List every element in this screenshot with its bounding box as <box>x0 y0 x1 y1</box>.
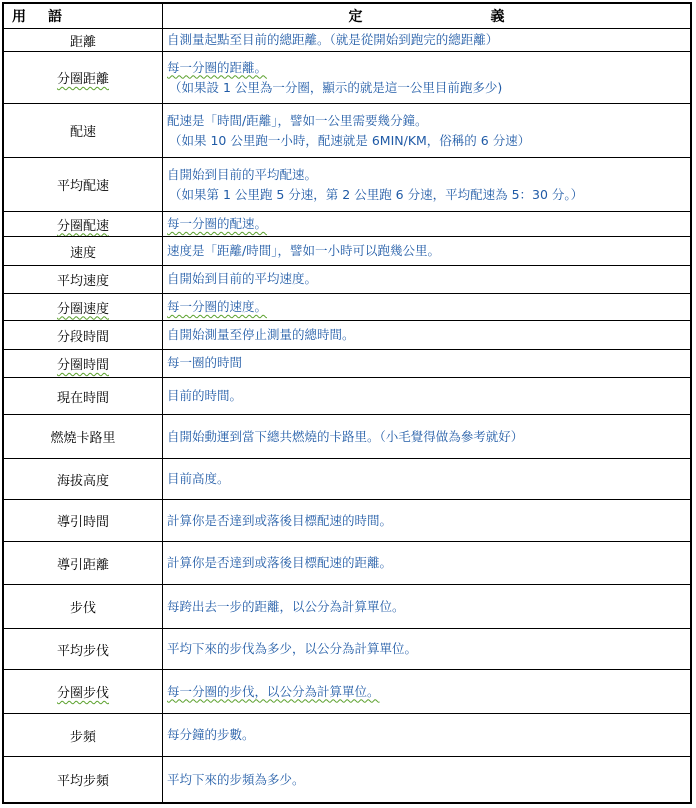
table-row <box>4 458 691 499</box>
definition-cell <box>163 541 691 585</box>
definition-cell <box>163 628 691 669</box>
table-row <box>4 212 691 237</box>
table-row <box>4 103 691 158</box>
term-cell <box>4 52 163 104</box>
term-cell: 配速 <box>4 103 163 158</box>
definition-header-char-1: 定 <box>348 9 363 25</box>
definition-line <box>167 58 690 78</box>
definition-cell <box>163 265 691 293</box>
table-row <box>4 158 691 212</box>
definition-line: 自開始動運到當下總共燃燒的卡路里。（小毛覺得做為參考就好） <box>167 428 524 444</box>
definition-line: 配速是「時間/距離」，譬如一公里需要幾分鐘。 <box>167 112 428 128</box>
table-row <box>4 294 691 321</box>
definition-line: 目前的時間。 <box>167 388 243 404</box>
table-row <box>4 585 691 629</box>
term-text: 分圈距離 <box>56 72 109 88</box>
term-cell <box>4 294 163 321</box>
term-cell: 海拔高度 <box>4 458 163 499</box>
definition-line: 目前高度。 <box>167 471 230 487</box>
table-row <box>4 349 691 377</box>
definition-cell <box>163 103 691 158</box>
definition-cell <box>163 52 691 104</box>
definition-cell <box>163 415 691 459</box>
table-row <box>4 415 691 459</box>
table-row <box>4 670 691 714</box>
definition-cell <box>163 237 691 265</box>
table-row <box>4 237 691 265</box>
glossary-sheet <box>2 2 692 804</box>
definition-line: 自測量起點至目前的總距離。（就是從開始到跑完的總距離） <box>167 32 499 48</box>
term-cell: 速度 <box>4 237 163 265</box>
header-row <box>4 4 691 29</box>
definition-line: 自開始到目前的平均配速。 <box>167 166 318 182</box>
term-text: 分圈速度 <box>56 301 109 317</box>
definition-line: 自開始到目前的平均速度。 <box>167 271 318 287</box>
term-cell <box>4 670 163 714</box>
table-row <box>4 757 691 803</box>
definition-header-char-2: 義 <box>490 9 505 25</box>
term-cell: 平均步頻 <box>4 757 163 803</box>
definition-line: 平均下來的步伐為多少，以公分為計算單位。 <box>167 641 418 657</box>
term-cell: 現在時間 <box>4 378 163 415</box>
term-cell: 燃燒卡路里 <box>4 415 163 459</box>
definition-line: 速度是「距離/時間」，譬如一小時可以跑幾公里。 <box>167 243 440 259</box>
term-cell: 分段時間 <box>4 321 163 349</box>
table-row <box>4 265 691 293</box>
definition-text: 每一分圈的配速。 <box>167 216 268 232</box>
term-cell: 導引時間 <box>4 500 163 541</box>
table-row <box>4 500 691 541</box>
definition-line <box>167 214 690 234</box>
definition-cell <box>163 321 691 349</box>
definition-line: （如果第 1 公里跑 5 分速，第 2 公里跑 6 分速，平均配速為 5：30 分。） <box>169 186 584 202</box>
definition-column-header <box>163 4 691 29</box>
definition-cell <box>163 713 691 757</box>
term-text: 分圈步伐 <box>56 686 109 702</box>
definition-text: 每一分圈的步伐，以公分為計算單位。 <box>167 683 380 699</box>
term-cell <box>4 349 163 377</box>
table-row <box>4 713 691 757</box>
term-text: 分圈時間 <box>56 357 109 373</box>
table-row <box>4 628 691 669</box>
definition-cell <box>163 212 691 237</box>
term-header-char-1: 用 <box>12 9 26 25</box>
term-text: 分圈配速 <box>56 218 109 234</box>
definition-cell <box>163 500 691 541</box>
definition-cell <box>163 349 691 377</box>
table-row <box>4 52 691 104</box>
definition-line <box>167 297 690 317</box>
glossary-table <box>3 3 691 803</box>
term-cell: 步頻 <box>4 713 163 757</box>
definition-line: 每跨出去一步的距離，以公分為計算單位。 <box>167 598 405 614</box>
definition-line: （如果設 1 公里為一分圈，顯示的就是這一公里目前跑多少) <box>169 79 503 95</box>
definition-line: 計算你是否達到或落後目標配速的距離。 <box>167 555 393 571</box>
definition-cell <box>163 670 691 714</box>
definition-line: 每分鐘的步數。 <box>167 727 255 743</box>
term-cell: 平均步伐 <box>4 628 163 669</box>
definition-cell <box>163 757 691 803</box>
term-cell <box>4 212 163 237</box>
definition-line: 每一圈的時間 <box>167 355 243 371</box>
term-cell: 距離 <box>4 29 163 52</box>
table-row <box>4 541 691 585</box>
definition-text: 每一分圈的速度。 <box>167 299 268 315</box>
definition-line <box>167 682 690 702</box>
definition-line: 自開始測量至停止測量的總時間。 <box>167 327 355 342</box>
definition-cell <box>163 29 691 52</box>
term-cell: 平均速度 <box>4 265 163 293</box>
term-cell: 步伐 <box>4 585 163 629</box>
definition-line: 平均下來的步頻為多少。 <box>167 771 305 787</box>
definition-cell <box>163 458 691 499</box>
definition-cell <box>163 378 691 415</box>
table-row <box>4 29 691 52</box>
definition-cell <box>163 294 691 321</box>
term-cell: 平均配速 <box>4 158 163 212</box>
table-row <box>4 378 691 415</box>
term-header-char-2: 語 <box>48 9 62 25</box>
definition-line: （如果 10 公里跑一小時，配速就是 6MIN/KM，俗稱的 6 分速） <box>169 132 531 148</box>
definition-text: 每一分圈的距離。 <box>167 59 268 75</box>
table-row <box>4 321 691 349</box>
definition-cell <box>163 158 691 212</box>
definition-cell <box>163 585 691 629</box>
definition-line: 計算你是否達到或落後目標配速的時間。 <box>167 512 393 528</box>
term-column-header <box>4 4 163 29</box>
term-cell: 導引距離 <box>4 541 163 585</box>
